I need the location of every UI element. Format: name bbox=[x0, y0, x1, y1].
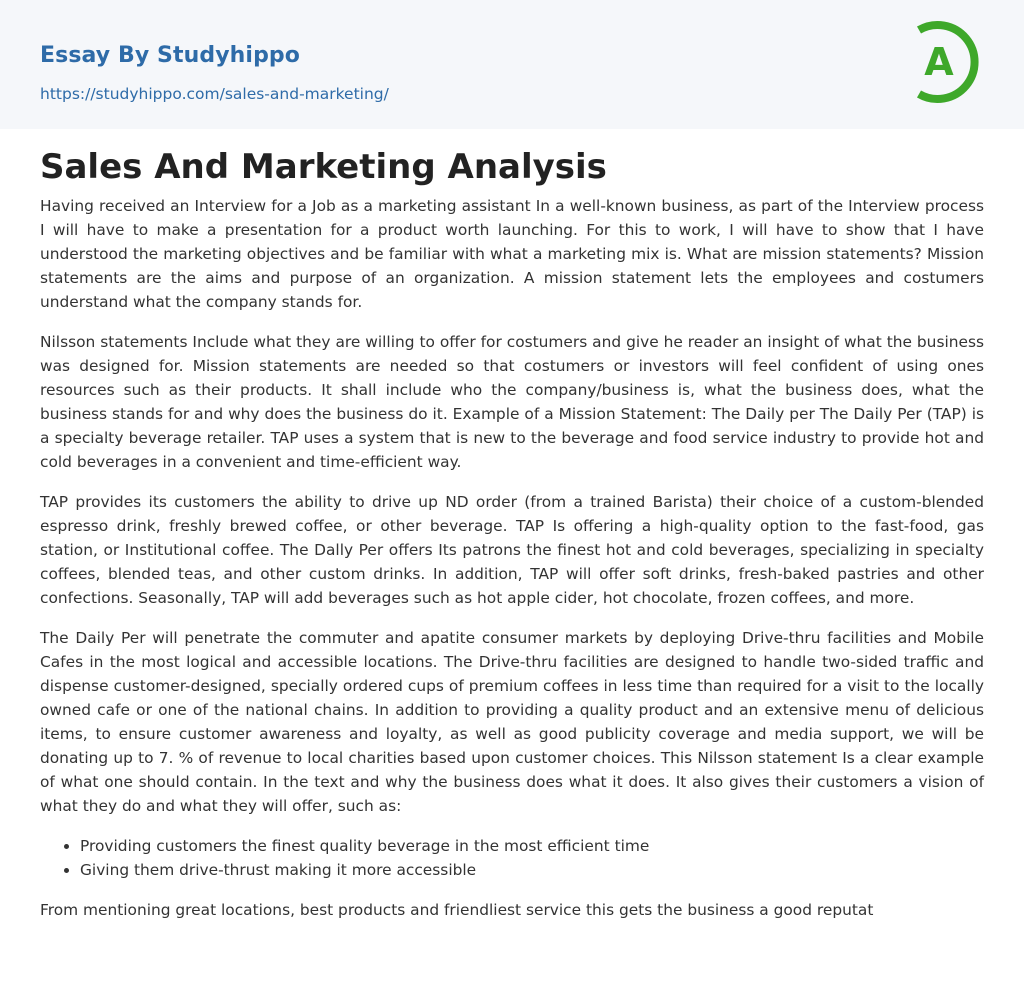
list-item: • Giving them drive-thrust making it more accessible bbox=[80, 858, 984, 882]
paragraph: The Daily Per will penetrate the commuter and apatite consumer markets by deploying Drive-thru facilities and Mobile Cafes in the most logical and accessible locations. The Drive-thru facilities are designed to handle two-sided traffic and dispense customer-designed, specially ordered cups of premium coffees in less time than required for a visit to the locally owned cafe or one of the national chains. In addition to providing a quality product and an extensive menu of delicious items, to ensure customer awareness and loyalty, as well as good publicity coverage and media support, we will be donating up to 7. % of revenue to local charities based upon customer choices. This Nilsson statement Is a clear example of what one should contain. In the text and why the business does what it does. It also gives their customers a vision of what they do and what they will offer, such as: bbox=[40, 629, 984, 815]
paragraph: Nilsson statements Include what they are willing to offer for costumers and give he reader an insight of what the business was designed for. Mission statements are needed so that costumers or investors will feel confident of using ones resources such as their products. It shall include who the company/business is, what the business does, what the business stands for and why does the business do it. Example of a Mission Statement: The Daily per The Daily Per (TAP) is a specialty beverage retailer. TAP uses a system that is new to the beverage and food service industry to provide hot and cold beverages in a convenient and time-efficient way. bbox=[40, 333, 984, 471]
page-title: Sales And Marketing Analysis bbox=[40, 147, 607, 187]
paragraph: Having received an Interview for a Job as a marketing assistant In a well-known business, as part of the Interview process I will have to make a presentation for a product worth launching. For this to work, I will have to show that I have understood the marketing objectives and be familiar with what a marketing mix is. What are mission statements? Mission statements are the aims and purpose of an organization. A mission statement lets the employees and costumers understand what the company stands for. bbox=[40, 197, 984, 311]
site-header bbox=[0, 0, 1024, 129]
logo-letter: A bbox=[924, 40, 954, 84]
article-body bbox=[40, 194, 984, 938]
essay-url-link[interactable]: https://studyhippo.com/sales-and-marketing/ bbox=[40, 85, 389, 103]
bullet-list bbox=[40, 834, 984, 882]
closing-paragraph: From mentioning great locations, best products and friendliest service this gets the business a good reputat bbox=[40, 901, 874, 919]
studyhippo-logo-icon[interactable] bbox=[905, 18, 989, 106]
list-item: • Providing customers the finest quality beverage in the most efficient time bbox=[80, 834, 984, 858]
brand-title[interactable]: Essay By Studyhippo bbox=[40, 43, 300, 68]
paragraph: TAP provides its customers the ability to drive up ND order (from a trained Barista) their choice of a custom-blended espresso drink, freshly brewed coffee, or other beverage. TAP Is offering a high-quality option to the fast-food, gas station, or Institutional coffee. The Dally Per offers Its patrons the finest hot and cold beverages, specializing in specialty coffees, blended teas, and other custom drinks. In addition, TAP will offer soft drinks, fresh-baked pastries and other confections. Seasonally, TAP will add beverages such as hot apple cider, hot chocolate, frozen coffees, and more. bbox=[40, 493, 984, 607]
